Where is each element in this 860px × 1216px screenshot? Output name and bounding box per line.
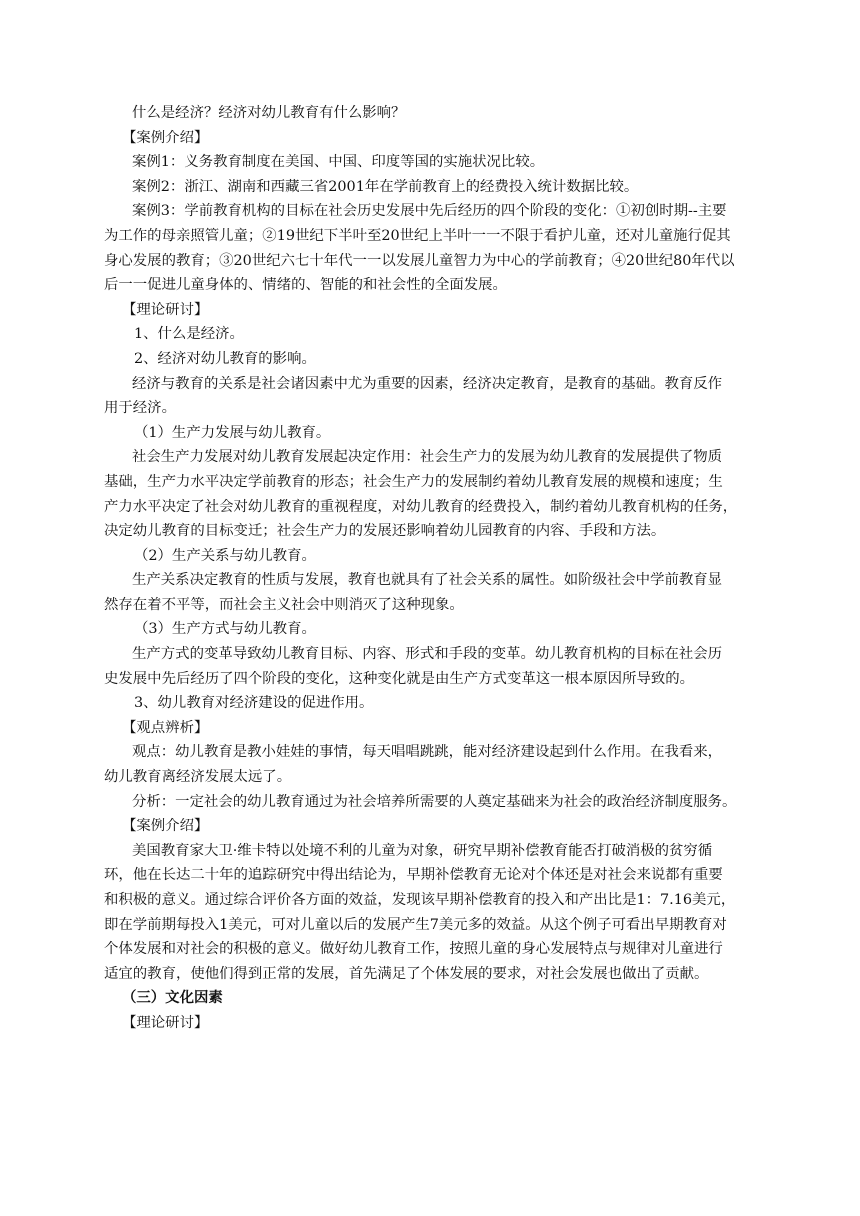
paragraph-line: 基础，生产力水平决定学前教育的形态；社会生产力的发展制约着幼儿教育发展的规模和速度；生 — [104, 473, 723, 490]
viewpoint-line: 幼儿教育离经济发展太远了。 — [104, 769, 292, 786]
case-3-line: 后一一促进儿童身体的、情绪的、智能的和社会性的全面发展。 — [104, 277, 507, 294]
paragraph-line: 然存在着不平等，而社会主义社会中则消灭了这种现象。 — [104, 596, 464, 613]
intro-question: 什么是经济？经济对幼儿教育有什么影响？ — [132, 105, 406, 121]
case-story-line: 和积极的意义。通过综合评价各方面的效益，发现该早期补偿教育的投入和产出比是1：7.16美元， — [104, 892, 736, 908]
section-heading-theory-2: 【理论研讨】 — [122, 1014, 209, 1031]
viewpoint-line: 观点：幼儿教育是教小娃娃的事情，每天唱唱跳跳，能对经济建设起到什么作用。在我看来， — [132, 744, 723, 761]
subheading-relations: （2）生产关系与幼儿教育。 — [134, 547, 316, 564]
paragraph-line: 生产关系决定教育的性质与发展，教育也就具有了社会关系的属性。如阶级社会中学前教育显 — [132, 572, 723, 589]
paragraph-line: 用于经济。 — [104, 400, 176, 417]
case-story-line: 美国教育家大卫·维卡特以处境不利的儿童为对象，研究早期补偿教育能否打破消极的贫穷循 — [132, 842, 713, 859]
case-story-line: 环，他在长达二十年的追踪研究中得出结论为，早期补偿教育无论对个体还是对社会来说都有重要 — [104, 867, 723, 884]
case-3-line: 为工作的母亲照管儿童；②19世纪下半叶至20世纪上半叶一一不限于看护儿童，还对儿童施行促其 — [104, 227, 731, 244]
paragraph-line: 社会生产力发展对幼儿教育发展起决定作用：社会生产力的发展为幼儿教育的发展提供了物质 — [132, 449, 723, 466]
paragraph-line: 决定幼儿教育的目标变迁；社会生产力的发展还影响着幼儿园教育的内容、手段和方法。 — [104, 523, 666, 540]
case-2: 案例2：浙江、湖南和西藏三省2001年在学前教育上的经费投入统计数据比较。 — [132, 178, 639, 195]
analysis-line: 分析：一定社会的幼儿教育通过为社会培养所需要的人奠定基础来为社会的政治经济制度服务。 — [132, 793, 737, 810]
theory-item-3: 3、幼儿教育对经济建设的促进作用。 — [134, 695, 374, 712]
document-page — [104, 101, 758, 1036]
paragraph-line: 产力水平决定了社会对幼儿教育的重视程度，对幼儿教育的经费投入，制约着幼儿教育机构的任务， — [104, 498, 738, 515]
paragraph-line: 生产方式的变革导致幼儿教育目标、内容、形式和手段的变革。幼儿教育机构的目标在社会历 — [132, 646, 723, 663]
section-heading-culture: （三）文化因素 — [122, 989, 223, 1007]
case-story-line: 即在学前期每投入1美元，可对儿童以后的发展产生7美元多的效益。从这个例子可看出早期教育对 — [104, 916, 727, 933]
case-story-line: 适宜的教育，使他们得到正常的发展，首先满足了个体发展的要求，对社会发展也做出了贡献。 — [104, 965, 709, 982]
section-heading-viewpoint: 【观点辨析】 — [122, 719, 209, 736]
case-3-line: 身心发展的教育；③20世纪六七十年代一一以发展儿童智力为中心的学前教育；④20世纪80年代以 — [104, 252, 735, 269]
case-1: 案例1：义务教育制度在美国、中国、印度等国的实施状况比较。 — [132, 154, 545, 171]
paragraph-line: 史发展中先后经历了四个阶段的变化，这种变化就是由生产方式变革这一根本原因所导致的。 — [104, 670, 695, 687]
case-3-line: 案例3：学前教育机构的目标在社会历史发展中先后经历的四个阶段的变化：①初创时期--主要 — [132, 203, 727, 220]
section-heading-theory: 【理论研讨】 — [122, 301, 209, 318]
subheading-mode: （3）生产方式与幼儿教育。 — [134, 621, 316, 638]
theory-item-1: 1、什么是经济。 — [134, 326, 244, 343]
case-story-line: 个体发展和对社会的积极的意义。做好幼儿教育工作，按照儿童的身心发展特点与规律对儿童进行 — [104, 941, 723, 958]
theory-item-2: 2、经济对幼儿教育的影响。 — [134, 350, 316, 367]
section-heading-case-intro: 【案例介绍】 — [122, 129, 209, 146]
subheading-productivity: （1）生产力发展与幼儿教育。 — [134, 424, 331, 441]
paragraph-line: 经济与教育的关系是社会诸因素中尤为重要的因素，经济决定教育，是教育的基础。教育反作 — [132, 375, 723, 392]
section-heading-case-intro-2: 【案例介绍】 — [122, 818, 209, 835]
